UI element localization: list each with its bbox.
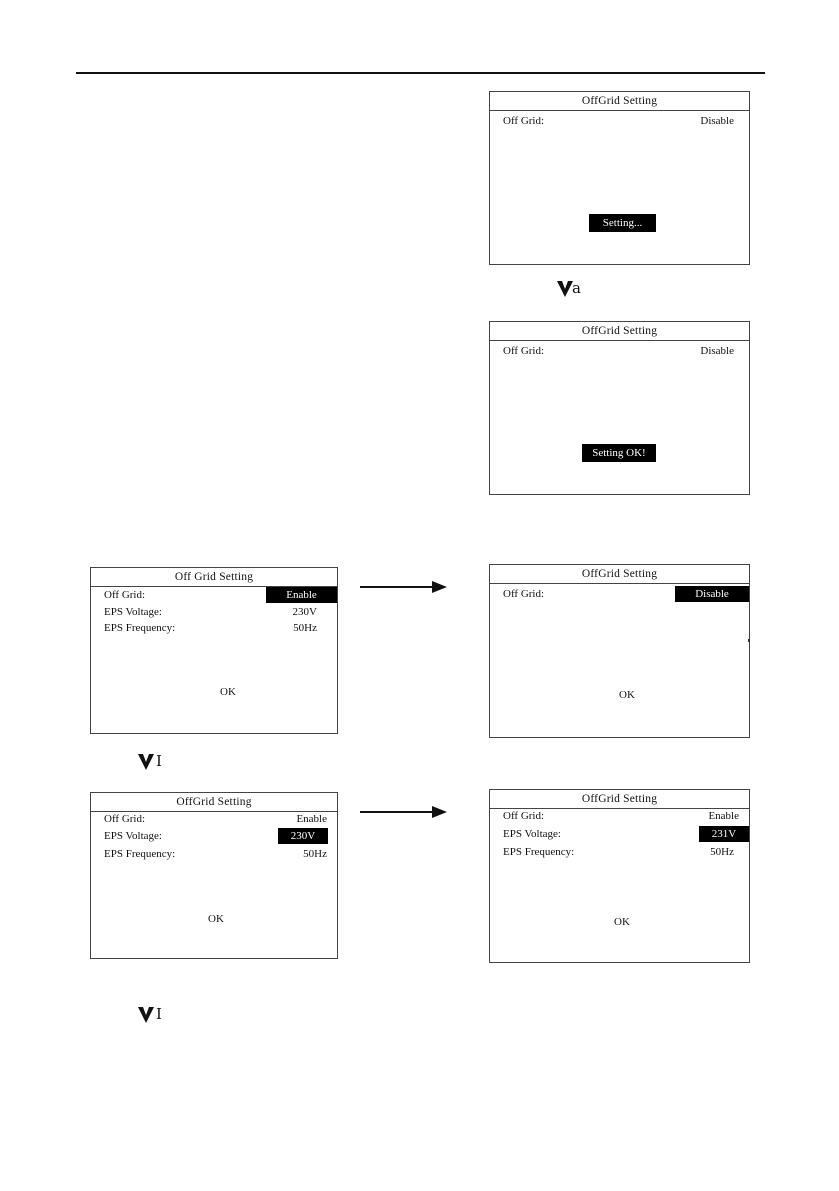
ok-button[interactable]: OK: [619, 689, 635, 701]
eps-frequency-value[interactable]: 50Hz: [303, 848, 327, 860]
eps-voltage-value[interactable]: 231V: [699, 826, 749, 842]
off-grid-value[interactable]: Enable: [296, 813, 327, 825]
down-arrow-icon: [137, 1005, 155, 1025]
screen-title: OffGrid Setting: [490, 790, 749, 809]
offgrid-screen-disable-selected: [489, 564, 750, 738]
setting-ok-message: Setting OK!: [582, 444, 656, 462]
off-grid-row[interactable]: [104, 587, 322, 603]
offgrid-screen-setting: [489, 91, 750, 265]
offgrid-screen-voltage-changed: [489, 789, 750, 963]
off-grid-value[interactable]: Enable: [266, 587, 337, 603]
eps-voltage-label: EPS Voltage:: [104, 606, 162, 618]
eps-voltage-row[interactable]: [503, 826, 737, 842]
eps-frequency-row[interactable]: [503, 844, 734, 860]
off-grid-value[interactable]: Enable: [708, 810, 739, 822]
offgrid-screen-setting-ok: [489, 321, 750, 495]
eps-frequency-row[interactable]: [104, 620, 322, 636]
screen-title: OffGrid Setting: [490, 322, 749, 341]
off-grid-label: Off Grid:: [503, 345, 545, 357]
eps-frequency-value[interactable]: 50Hz: [293, 622, 317, 634]
screen-title: OffGrid Setting: [490, 92, 749, 111]
eps-frequency-row[interactable]: [104, 846, 327, 862]
off-grid-label: Off Grid:: [503, 115, 545, 127]
right-arrow-icon: [360, 804, 448, 820]
offgrid-screen-voltage-selected: [90, 792, 338, 959]
down-arrow-icon: [137, 752, 155, 772]
off-grid-row: [503, 113, 734, 129]
step-glyph: a: [572, 279, 581, 297]
step-glyph: I: [156, 1005, 162, 1023]
setting-progress-message: Setting...: [589, 214, 656, 232]
eps-voltage-value[interactable]: 230V: [292, 606, 317, 618]
ok-button[interactable]: OK: [208, 913, 224, 925]
off-grid-row: [503, 343, 734, 359]
scroll-mark: [748, 639, 750, 642]
eps-frequency-value[interactable]: 50Hz: [710, 846, 734, 858]
off-grid-value[interactable]: Disable: [675, 586, 749, 602]
off-grid-row[interactable]: [104, 811, 327, 827]
off-grid-label: Off Grid:: [503, 588, 545, 600]
off-grid-row[interactable]: [503, 808, 739, 824]
screen-title: OffGrid Setting: [91, 793, 337, 812]
off-grid-value: Disable: [700, 115, 734, 127]
eps-voltage-value[interactable]: 230V: [278, 828, 328, 844]
offgrid-screen-enable-selected: [90, 567, 338, 734]
ok-button[interactable]: OK: [614, 916, 630, 928]
eps-voltage-row[interactable]: [104, 604, 322, 620]
off-grid-row[interactable]: [503, 586, 734, 602]
eps-voltage-label: EPS Voltage:: [503, 828, 561, 840]
off-grid-label: Off Grid:: [104, 813, 146, 825]
screen-title: OffGrid Setting: [490, 565, 749, 584]
eps-frequency-label: EPS Frequency:: [503, 846, 575, 858]
ok-button[interactable]: OK: [220, 686, 236, 698]
eps-voltage-row[interactable]: [104, 828, 322, 844]
step-glyph: I: [156, 752, 162, 770]
screen-title: Off Grid Setting: [91, 568, 337, 587]
header-rule: [76, 72, 765, 74]
off-grid-value: Disable: [700, 345, 734, 357]
eps-voltage-label: EPS Voltage:: [104, 830, 162, 842]
right-arrow-icon: [360, 579, 448, 595]
eps-frequency-label: EPS Frequency:: [104, 848, 176, 860]
off-grid-label: Off Grid:: [503, 810, 545, 822]
eps-frequency-label: EPS Frequency:: [104, 622, 176, 634]
off-grid-label: Off Grid:: [104, 589, 146, 601]
